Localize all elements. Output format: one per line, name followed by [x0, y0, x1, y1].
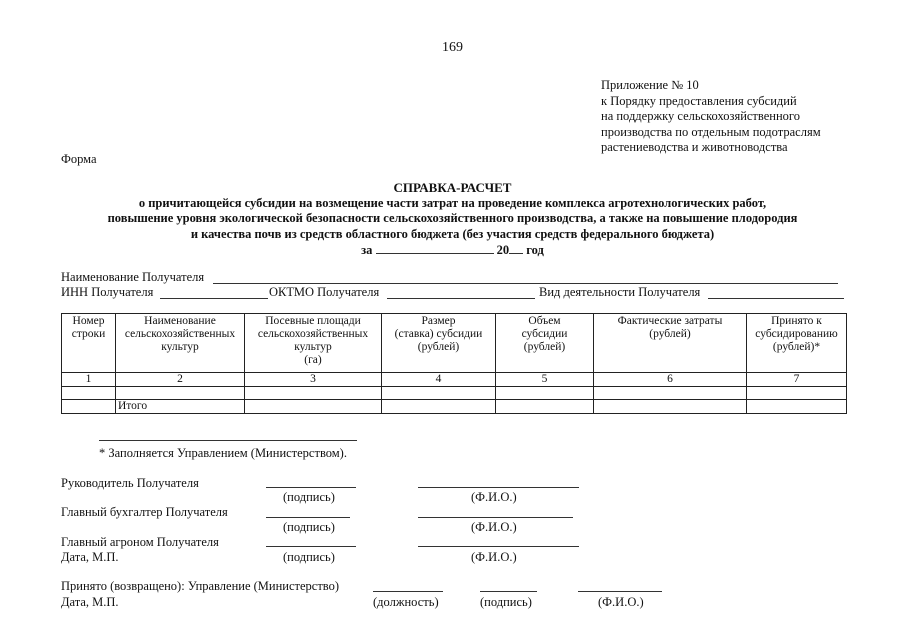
header-row-number: Номер строки [62, 314, 116, 373]
table-cell[interactable] [496, 400, 594, 414]
recipient-name-row [61, 270, 204, 285]
period-year-prefix: 20 [496, 243, 510, 257]
period-line [0, 242, 905, 259]
table-cell[interactable] [747, 387, 847, 400]
date-label: Дата, М.П. [61, 550, 119, 564]
table-cell[interactable] [62, 387, 116, 400]
agronomist-label: Главный агроном Получателя [61, 535, 219, 549]
accepted-label: Принято (возвращено): Управление (Министерство) [61, 579, 340, 593]
oktmo-field[interactable] [387, 298, 535, 299]
footnote: * Заполняется Управлением (Министерством). [99, 446, 347, 460]
table-row [62, 387, 847, 400]
inn-field[interactable] [160, 298, 268, 299]
header-actual-costs: Фактические затраты (рублей) [594, 314, 747, 373]
header-subsidy-rate: Размер (ставка) субсидии (рублей) [382, 314, 496, 373]
table-number-row [62, 373, 847, 387]
header-subsidy-volume: Объем субсидии (рублей) [496, 314, 594, 373]
activity-label: Вид деятельности Получателя [539, 285, 701, 299]
document-title: СПРАВКА-РАСЧЕТ [393, 180, 512, 195]
table-cell[interactable] [62, 400, 116, 414]
table-cell[interactable] [382, 400, 496, 414]
accountant-label: Главный бухгалтер Получателя [61, 505, 228, 519]
table-header-row [62, 314, 847, 373]
period-blank[interactable] [376, 242, 494, 254]
table-total-row [62, 400, 847, 414]
footnote-divider [99, 440, 357, 441]
table-cell[interactable] [382, 387, 496, 400]
header-crop-name: Наименование сельскохозяйственных культур [116, 314, 245, 373]
head-name-line[interactable] [418, 487, 579, 488]
appendix-line: производства по отдельным подотраслям [601, 124, 821, 139]
column-number: 4 [382, 373, 496, 387]
appendix-line: растениеводства и животноводства [601, 140, 788, 154]
heading-line: повышение уровня экологической безопасности сельскохозяйственного производства, а также на повышение плодородия [107, 211, 798, 225]
accountant-name-caption: (Ф.И.О.) [471, 520, 517, 534]
column-number: 6 [594, 373, 747, 387]
column-number: 3 [245, 373, 382, 387]
agronomist-signature-line[interactable] [266, 546, 356, 547]
table-cell[interactable] [594, 387, 747, 400]
appendix-block [601, 78, 821, 156]
inn-label: ИНН Получателя [61, 285, 154, 299]
recipient-name-field[interactable] [213, 283, 838, 284]
head-sign-caption: (подпись) [283, 490, 335, 504]
header-sown-area: Посевные площади сельскохозяйственных культур (га) [245, 314, 382, 373]
head-signature-line[interactable] [266, 487, 356, 488]
header-accepted-subsidy: Принято к субсидированию (рублей)* [747, 314, 847, 373]
accepted-sign-caption: (подпись) [480, 595, 532, 609]
total-label: Итого [116, 400, 245, 414]
activity-field[interactable] [708, 298, 844, 299]
accepted-date-label: Дата, М.П. [61, 595, 119, 609]
table-cell[interactable] [747, 400, 847, 414]
oktmo-label: ОКТМО Получателя [269, 285, 380, 299]
accepted-signature-line[interactable] [480, 591, 537, 592]
heading-line: и качества почв из средств областного бюджета (без участия средств федерального бюджета) [190, 226, 715, 241]
agronomist-name-line[interactable] [418, 546, 579, 547]
appendix-line: на поддержку сельскохозяйственного [601, 109, 800, 123]
accountant-name-line[interactable] [418, 517, 573, 518]
column-number: 7 [747, 373, 847, 387]
page-number: 169 [442, 40, 463, 55]
column-number: 1 [62, 373, 116, 387]
subsidy-table [61, 313, 847, 414]
column-number: 2 [116, 373, 245, 387]
table-cell[interactable] [116, 387, 245, 400]
agronomist-sign-caption: (подпись) [283, 550, 335, 564]
period-suffix: год [526, 243, 544, 257]
accountant-signature-line[interactable] [266, 517, 350, 518]
table-cell[interactable] [245, 387, 382, 400]
accepted-name-caption: (Ф.И.О.) [598, 595, 644, 609]
column-number: 5 [496, 373, 594, 387]
table-cell[interactable] [594, 400, 747, 414]
accountant-sign-caption: (подпись) [283, 520, 335, 534]
accepted-name-line[interactable] [578, 591, 662, 592]
agronomist-name-caption: (Ф.И.О.) [471, 550, 517, 564]
accepted-position-line[interactable] [373, 591, 443, 592]
form-label: Форма [61, 152, 97, 166]
appendix-line: Приложение № 10 [601, 78, 699, 92]
head-label: Руководитель Получателя [61, 476, 199, 490]
recipient-name-label: Наименование Получателя [61, 270, 205, 284]
head-name-caption: (Ф.И.О.) [471, 490, 517, 504]
table-cell[interactable] [245, 400, 382, 414]
appendix-line: к Порядку предоставления субсидий [601, 93, 797, 108]
accepted-position-caption: (должность) [373, 595, 439, 609]
period-prefix: за [361, 243, 373, 257]
heading-line: о причитающейся субсидии на возмещение части затрат на проведение комплекса агротехнологических работ, [138, 195, 767, 210]
period-year-blank[interactable] [509, 242, 523, 254]
table-cell[interactable] [496, 387, 594, 400]
document-heading [0, 180, 905, 259]
